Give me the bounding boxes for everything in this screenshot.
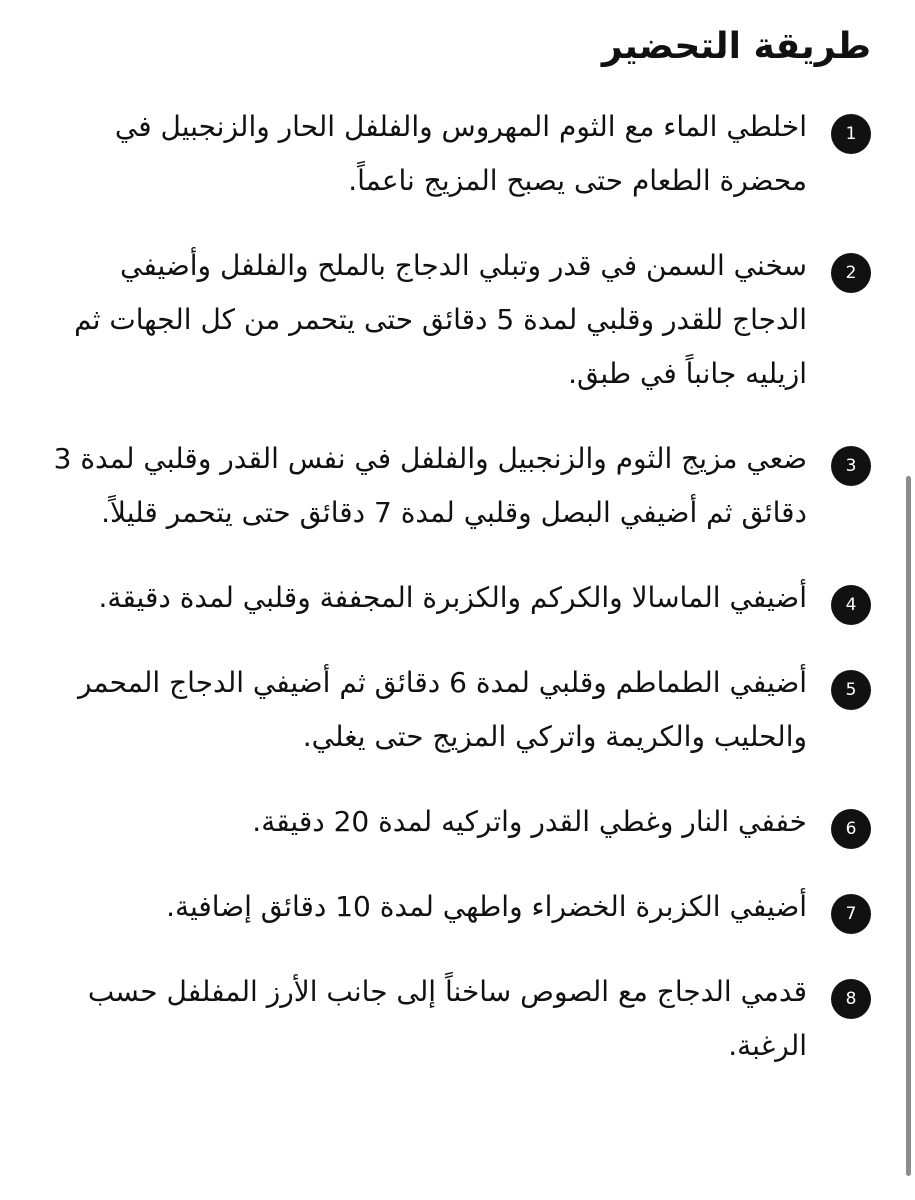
- preparation-section: [50, 18, 871, 1104]
- step-text: خففي النار وغطي القدر واتركيه لمدة 20 دقيقة.: [252, 805, 807, 838]
- step-number-badge: 2: [831, 253, 871, 293]
- scrollbar[interactable]: [906, 476, 911, 1176]
- step-item: [50, 239, 871, 401]
- steps-list: [50, 100, 871, 1073]
- step-number-badge: 5: [831, 670, 871, 710]
- step-item: [50, 656, 871, 764]
- section-heading: طريقة التحضير: [601, 26, 871, 67]
- step-item: [50, 100, 871, 208]
- step-text: سخني السمن في قدر وتبلي الدجاج بالملح والفلفل وأضيفي الدجاج للقدر وقلبي لمدة 5 دقائق حتى يتحمر من كل الجهات ثم ازيليه جانباً في طبق.: [74, 249, 807, 390]
- step-number-badge: 1: [831, 114, 871, 154]
- step-number-badge: 7: [831, 894, 871, 934]
- step-item: [50, 965, 871, 1073]
- step-text: قدمي الدجاج مع الصوص ساخناً إلى جانب الأرز المفلفل حسب الرغبة.: [87, 975, 807, 1062]
- step-item: [50, 571, 871, 625]
- step-text: اخلطي الماء مع الثوم المهروس والفلفل الحار والزنجبيل في محضرة الطعام حتى يصبح المزيج ناعماً.: [114, 110, 807, 197]
- step-item: [50, 880, 871, 934]
- step-text: ضعي مزيج الثوم والزنجبيل والفلفل في نفس القدر وقلبي لمدة 3 دقائق ثم أضيفي البصل وقلبي لمدة 7 دقائق حتى يتحمر قليلاً.: [53, 442, 807, 529]
- step-number-badge: 4: [831, 585, 871, 625]
- step-item: [50, 432, 871, 540]
- step-item: [50, 795, 871, 849]
- step-number-badge: 6: [831, 809, 871, 849]
- step-number-badge: 8: [831, 979, 871, 1019]
- step-text: أضيفي الماسالا والكركم والكزبرة المجففة وقلبي لمدة دقيقة.: [98, 581, 807, 614]
- step-number-badge: 3: [831, 446, 871, 486]
- step-text: أضيفي الطماطم وقلبي لمدة 6 دقائق ثم أضيفي الدجاج المحمر والحليب والكريمة واتركي المزيج حتى يغلي.: [77, 666, 807, 753]
- step-text: أضيفي الكزبرة الخضراء واطهي لمدة 10 دقائق إضافية.: [166, 890, 807, 923]
